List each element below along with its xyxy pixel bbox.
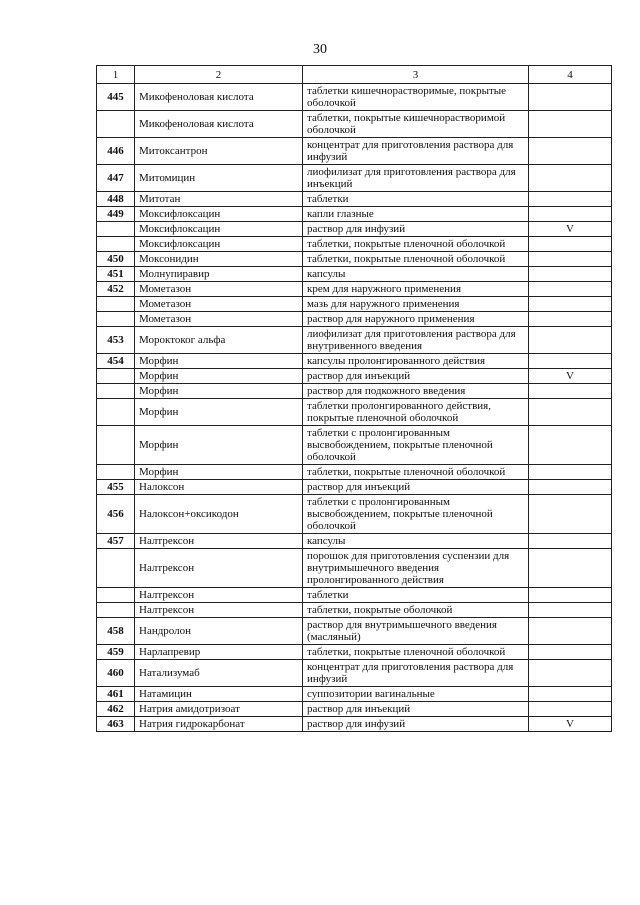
vital-mark [529,495,612,534]
table-row [97,480,612,495]
drug-name: Натрия гидрокарбонат [135,717,303,732]
dosage-form: капсулы [303,534,529,549]
dosage-form: капсулы пролонгированного действия [303,354,529,369]
drug-name: Нандролон [135,618,303,645]
drug-name: Морфин [135,354,303,369]
table-row [97,618,612,645]
dosage-form: капсулы [303,267,529,282]
row-number: 462 [97,702,135,717]
dosage-form: таблетки с пролонгированным высвобождением, покрытые пленочной оболочкой [303,426,529,465]
dosage-form: таблетки, покрытые пленочной оболочкой [303,465,529,480]
drug-name: Митомицин [135,165,303,192]
table-row [97,660,612,687]
column-header-mark: 4 [529,66,612,84]
drug-name: Морфин [135,369,303,384]
vital-mark [529,645,612,660]
page-number: 30 [313,42,327,57]
table-row [97,687,612,702]
column-header-number: 1 [97,66,135,84]
drug-name: Налтрексон [135,534,303,549]
header-row [97,66,612,84]
drug-name: Налоксон [135,480,303,495]
table-row [97,399,612,426]
drug-table [96,65,612,732]
table-row [97,207,612,222]
vital-mark [529,165,612,192]
column-header-form: 3 [303,66,529,84]
dosage-form: таблетки с пролонгированным высвобождением, покрытые пленочной оболочкой [303,495,529,534]
drug-name: Мометазон [135,297,303,312]
vital-mark: V [529,369,612,384]
row-number: 453 [97,327,135,354]
drug-name: Морфин [135,465,303,480]
drug-name: Морфин [135,426,303,465]
drug-name: Микофеноловая кислота [135,84,303,111]
row-number [97,111,135,138]
vital-mark [529,138,612,165]
table-row [97,645,612,660]
vital-mark [529,207,612,222]
dosage-form: крем для наружного применения [303,282,529,297]
dosage-form: таблетки кишечнорастворимые, покрытые оболочкой [303,84,529,111]
drug-name: Микофеноловая кислота [135,111,303,138]
row-number [97,384,135,399]
row-number: 454 [97,354,135,369]
table-row [97,252,612,267]
vital-mark [529,84,612,111]
row-number: 451 [97,267,135,282]
table-row [97,495,612,534]
drug-name: Налтрексон [135,549,303,588]
vital-mark [529,702,612,717]
dosage-form: концентрат для приготовления раствора для инфузий [303,660,529,687]
row-number: 458 [97,618,135,645]
row-number [97,549,135,588]
row-number: 452 [97,282,135,297]
table-row [97,369,612,384]
row-number [97,426,135,465]
vital-mark [529,111,612,138]
dosage-form: раствор для наружного применения [303,312,529,327]
row-number: 459 [97,645,135,660]
drug-name: Натрия амидотризоат [135,702,303,717]
table-row [97,717,612,732]
drug-name: Налтрексон [135,588,303,603]
drug-name: Моксифлоксацин [135,207,303,222]
vital-mark [529,267,612,282]
drug-name: Мометазон [135,312,303,327]
vital-mark [529,480,612,495]
table-row [97,165,612,192]
dosage-form: концентрат для приготовления раствора для инфузий [303,138,529,165]
row-number [97,312,135,327]
dosage-form: раствор для инфузий [303,717,529,732]
row-number: 461 [97,687,135,702]
row-number [97,237,135,252]
dosage-form: капли глазные [303,207,529,222]
vital-mark: V [529,717,612,732]
table-row [97,138,612,165]
row-number: 446 [97,138,135,165]
vital-mark [529,297,612,312]
row-number: 448 [97,192,135,207]
vital-mark [529,312,612,327]
dosage-form: лиофилизат для приготовления раствора для внутривенного введения [303,327,529,354]
table-row [97,327,612,354]
row-number: 450 [97,252,135,267]
vital-mark: V [529,222,612,237]
vital-mark [529,549,612,588]
vital-mark [529,327,612,354]
table-row [97,312,612,327]
vital-mark [529,465,612,480]
dosage-form: таблетки, покрытые пленочной оболочкой [303,252,529,267]
dosage-form: таблетки, покрытые пленочной оболочкой [303,237,529,252]
dosage-form: раствор для инъекций [303,480,529,495]
vital-mark [529,618,612,645]
dosage-form: таблетки, покрытые кишечнорастворимой оболочкой [303,111,529,138]
vital-mark [529,687,612,702]
row-number [97,588,135,603]
dosage-form: раствор для внутримышечного введения (масляный) [303,618,529,645]
table-row [97,297,612,312]
table-row [97,534,612,549]
drug-name: Натализумаб [135,660,303,687]
vital-mark [529,534,612,549]
table-row [97,603,612,618]
vital-mark [529,354,612,369]
row-number [97,399,135,426]
drug-name: Налтрексон [135,603,303,618]
table-row [97,282,612,297]
row-number: 455 [97,480,135,495]
row-number: 463 [97,717,135,732]
row-number [97,222,135,237]
table-row [97,384,612,399]
dosage-form: лиофилизат для приготовления раствора для инъекций [303,165,529,192]
row-number [97,465,135,480]
table-row [97,426,612,465]
vital-mark [529,399,612,426]
dosage-form: таблетки [303,588,529,603]
dosage-form: таблетки пролонгированного действия, покрытые пленочной оболочкой [303,399,529,426]
row-number [97,297,135,312]
table-row [97,111,612,138]
dosage-form: таблетки, покрытые оболочкой [303,603,529,618]
table-row [97,588,612,603]
drug-name: Молнупиравир [135,267,303,282]
table-row [97,267,612,282]
drug-name: Морфин [135,384,303,399]
drug-name: Митоксантрон [135,138,303,165]
table-body [97,84,612,732]
row-number [97,603,135,618]
drug-name: Морфин [135,399,303,426]
dosage-form: порошок для приготовления суспензии для внутримышечного введения пролонгированного действия [303,549,529,588]
table-row [97,84,612,111]
drug-name: Митотан [135,192,303,207]
drug-name: Моксифлоксацин [135,237,303,252]
table-row [97,465,612,480]
drug-name: Нарлапревир [135,645,303,660]
dosage-form: таблетки [303,192,529,207]
table-row [97,549,612,588]
table-row [97,702,612,717]
row-number: 457 [97,534,135,549]
drug-name: Моксифлоксацин [135,222,303,237]
row-number: 447 [97,165,135,192]
table-row [97,354,612,369]
row-number: 449 [97,207,135,222]
table-row [97,237,612,252]
vital-mark [529,237,612,252]
dosage-form: мазь для наружного применения [303,297,529,312]
dosage-form: раствор для инъекций [303,369,529,384]
drug-name: Мороктоког альфа [135,327,303,354]
dosage-form: раствор для инъекций [303,702,529,717]
drug-name: Моксонидин [135,252,303,267]
column-header-name: 2 [135,66,303,84]
table-row [97,192,612,207]
vital-mark [529,588,612,603]
dosage-form: раствор для подкожного введения [303,384,529,399]
dosage-form: таблетки, покрытые пленочной оболочкой [303,645,529,660]
dosage-form: суппозитории вагинальные [303,687,529,702]
vital-mark [529,384,612,399]
row-number: 460 [97,660,135,687]
vital-mark [529,426,612,465]
row-number: 456 [97,495,135,534]
vital-mark [529,660,612,687]
vital-mark [529,603,612,618]
drug-name: Налоксон+оксикодон [135,495,303,534]
dosage-form: раствор для инфузий [303,222,529,237]
drug-name: Натамицин [135,687,303,702]
vital-mark [529,282,612,297]
drug-name: Мометазон [135,282,303,297]
table-row [97,222,612,237]
vital-mark [529,252,612,267]
vital-mark [529,192,612,207]
row-number [97,369,135,384]
row-number: 445 [97,84,135,111]
